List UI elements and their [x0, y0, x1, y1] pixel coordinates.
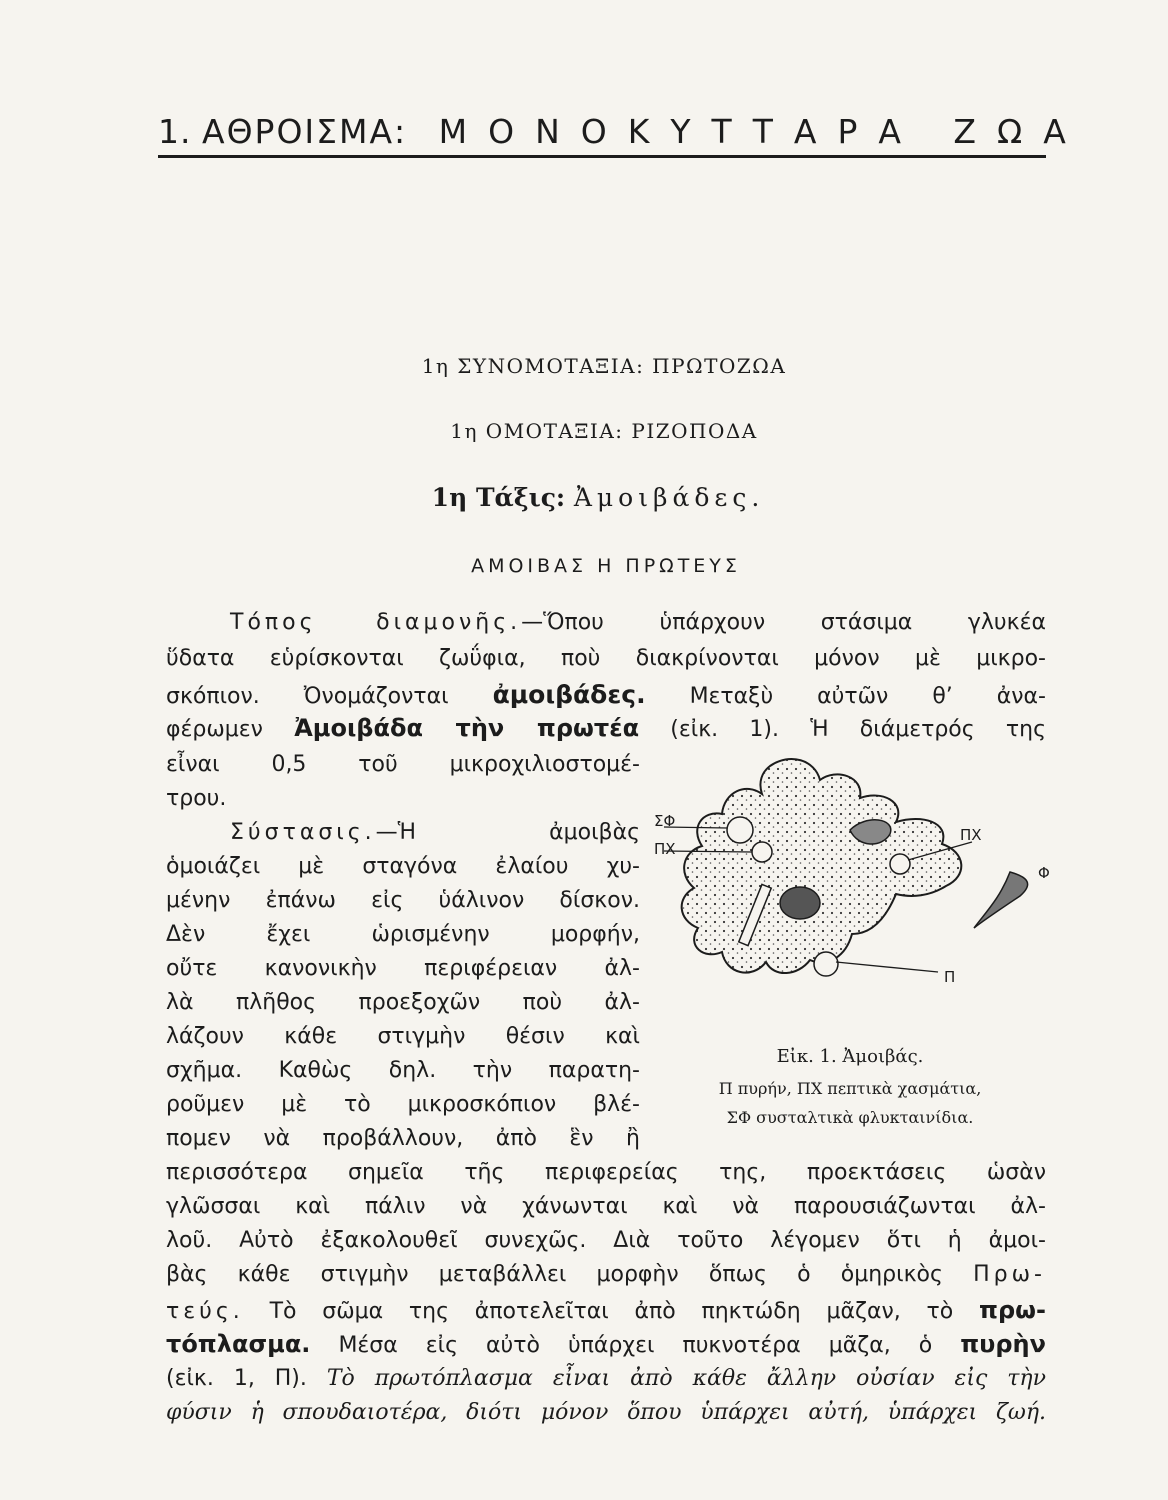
- text-line: ροῦμεν μὲ τὸ μικροσκόπιον βλέ-: [166, 1092, 640, 1117]
- label-px-right: ΠΧ: [960, 826, 982, 844]
- text-line: Δὲν ἔχει ὡρισμένην μορφήν,: [166, 922, 640, 947]
- text-line: ὕδατα εὑρίσκονται ζωΰφια, ποὺ διακρίνονται μόνον μὲ μικρο-: [166, 646, 1046, 671]
- text-line: [166, 680, 1046, 710]
- title-subject: ΜΟΝΟΚΥΤΤΑΡΑ ΖΩΑ: [438, 112, 1087, 151]
- amoeba-illustration: [650, 748, 1050, 1048]
- order-label: 1η Τάξις:: [431, 483, 566, 512]
- text-line: περισσότερα σημεῖα τῆς περιφερείας της, προεκτάσεις ὡσὰν: [166, 1160, 1046, 1185]
- text-span: Μέσα εἰς αὐτὸ ὑπάρχει πυκνοτέρα μᾶζα, ὁ: [338, 1333, 933, 1358]
- label-pi: Π: [944, 968, 956, 986]
- text-line: μένην ἐπάνω εἰς ὑάλινον δίσκον.: [166, 888, 640, 913]
- text-span: βὰς κάθε στιγμὴν μεταβάλλει μορφὴν ὅπως ὁ ὁμηρικὸς: [166, 1262, 943, 1287]
- text-line: [166, 1366, 1046, 1392]
- digestive-vacuole-right: [890, 854, 910, 874]
- text-line: [230, 610, 1046, 636]
- text-line: [230, 820, 640, 846]
- text-line: λὰ πλῆθος προεξοχῶν ποὺ ἀλ-: [166, 990, 640, 1015]
- nucleus: [814, 952, 838, 976]
- text-line: λοῦ. Αὐτὸ ἐξακολουθεῖ συνεχῶς. Διὰ τοῦτο λέγομεν ὅτι ἡ ἀμοι-: [166, 1228, 1046, 1253]
- text-span: τεύς.: [166, 1299, 244, 1324]
- digestive-vacuole-left: [752, 842, 772, 862]
- text-line: [166, 1262, 1046, 1288]
- page-title: [158, 112, 1087, 158]
- text-line: φύσιν ἡ σπουδαιοτέρα, διότι μόνον ὅπου ὑπάρχει αὐτή, ὑπάρχει ζωή.: [166, 1400, 1046, 1425]
- figure-caption-line1: Π πυρήν, ΠΧ πεπτικὰ χασμάτια,: [718, 1079, 982, 1098]
- term-protoplasm-end: τόπλασμα.: [166, 1330, 311, 1358]
- term-composition: Σύστασις.: [230, 820, 376, 845]
- term-amoeba-proteus: Ἀμοιβάδα τὴν πρωτέα: [294, 714, 640, 742]
- text-span: —Ὅπου ὑπάρχουν στάσιμα γλυκέα: [521, 610, 1046, 635]
- heading-species: ΑΜΟΙΒΑΣ Η ΠΡΩΤΕΥΣ: [471, 555, 741, 577]
- heading-phylum: 1η ΣΥΝΟΜΟΤΑΞΙΑ: ΠΡΩΤΟΖΩΑ: [421, 354, 787, 378]
- text-span: —Ἡ ἀμοιβὰς: [375, 820, 640, 845]
- heading-order: [14, 483, 1168, 512]
- text-line: οὔτε κανονικὴν περιφέρειαν ἀλ-: [166, 956, 640, 981]
- text-line: σχῆμα. Καθὼς δηλ. τὴν παρατη-: [166, 1058, 640, 1083]
- text-line: [166, 1330, 1046, 1359]
- term-nucleus: πυρὴν: [960, 1330, 1046, 1358]
- order-name: Ἀμοιβάδες.: [573, 483, 765, 512]
- figure-amoeba: [650, 748, 1050, 1168]
- label-phi: Φ: [1038, 864, 1050, 882]
- title-number: 1.: [158, 112, 192, 151]
- prey-flagellate: [974, 872, 1028, 928]
- text-span: (εἰκ. 1, Π).: [166, 1366, 307, 1391]
- text-span: Πρω-: [973, 1262, 1046, 1287]
- heading-class: 1η ΟΜΟΤΑΞΙΑ: ΡΙΖΟΠΟΔΑ: [450, 419, 758, 443]
- text-line: τρου.: [166, 786, 227, 811]
- text-line: πομεν νὰ προβάλλουν, ἀπὸ ἓν ἢ: [166, 1126, 640, 1151]
- food-vacuole: [780, 887, 820, 919]
- text-line: γλῶσσαι καὶ πάλιν νὰ χάνωνται καὶ νὰ παρουσιάζωνται ἀλ-: [166, 1194, 1046, 1219]
- label-px-left: ΠΧ: [654, 840, 676, 858]
- title-label: ΑΘΡΟΙΣΜΑ:: [202, 112, 408, 151]
- text-span: σκόπιον. Ὀνομάζονται: [166, 684, 449, 709]
- term-protoplasm-start: πρω-: [979, 1296, 1046, 1324]
- figure-caption-line2: ΣΦ συσταλτικὰ φλυκταινίδια.: [726, 1108, 974, 1127]
- text-span: φέρωμεν: [166, 717, 263, 742]
- text-span: (εἰκ. 1). Ἡ διάμετρός της: [670, 717, 1047, 742]
- label-sf: ΣΦ: [654, 812, 676, 830]
- text-line: εἶναι 0,5 τοῦ μικροχιλιοστομέ-: [166, 752, 640, 777]
- text-line: [166, 714, 1046, 743]
- text-span: Μεταξὺ αὐτῶν θ’ ἀνα-: [689, 684, 1046, 709]
- term-amoebae: ἀμοιβάδες.: [492, 680, 646, 709]
- text-span: Τὸ πρωτόπλασμα εἶναι ἀπὸ κάθε ἄλλην οὐσίαν εἰς τὴν: [326, 1366, 1046, 1391]
- text-line: ὁμοιάζει μὲ σταγόνα ἐλαίου χυ-: [166, 854, 640, 879]
- text-line: λάζουν κάθε στιγμὴν θέσιν καὶ: [166, 1024, 640, 1049]
- term-habitat: Τόπος διαμονῆς.: [230, 610, 522, 635]
- contractile-vacuole: [727, 817, 753, 843]
- figure-caption-title: Εἰκ. 1. Ἀμοιβάς.: [776, 1046, 924, 1067]
- text-span: Τὸ σῶμα της ἀποτελεῖται ἀπὸ πηκτώδη μᾶζαν, τὸ: [269, 1299, 954, 1324]
- text-line: [166, 1296, 1046, 1325]
- amoeba-body: [682, 759, 962, 973]
